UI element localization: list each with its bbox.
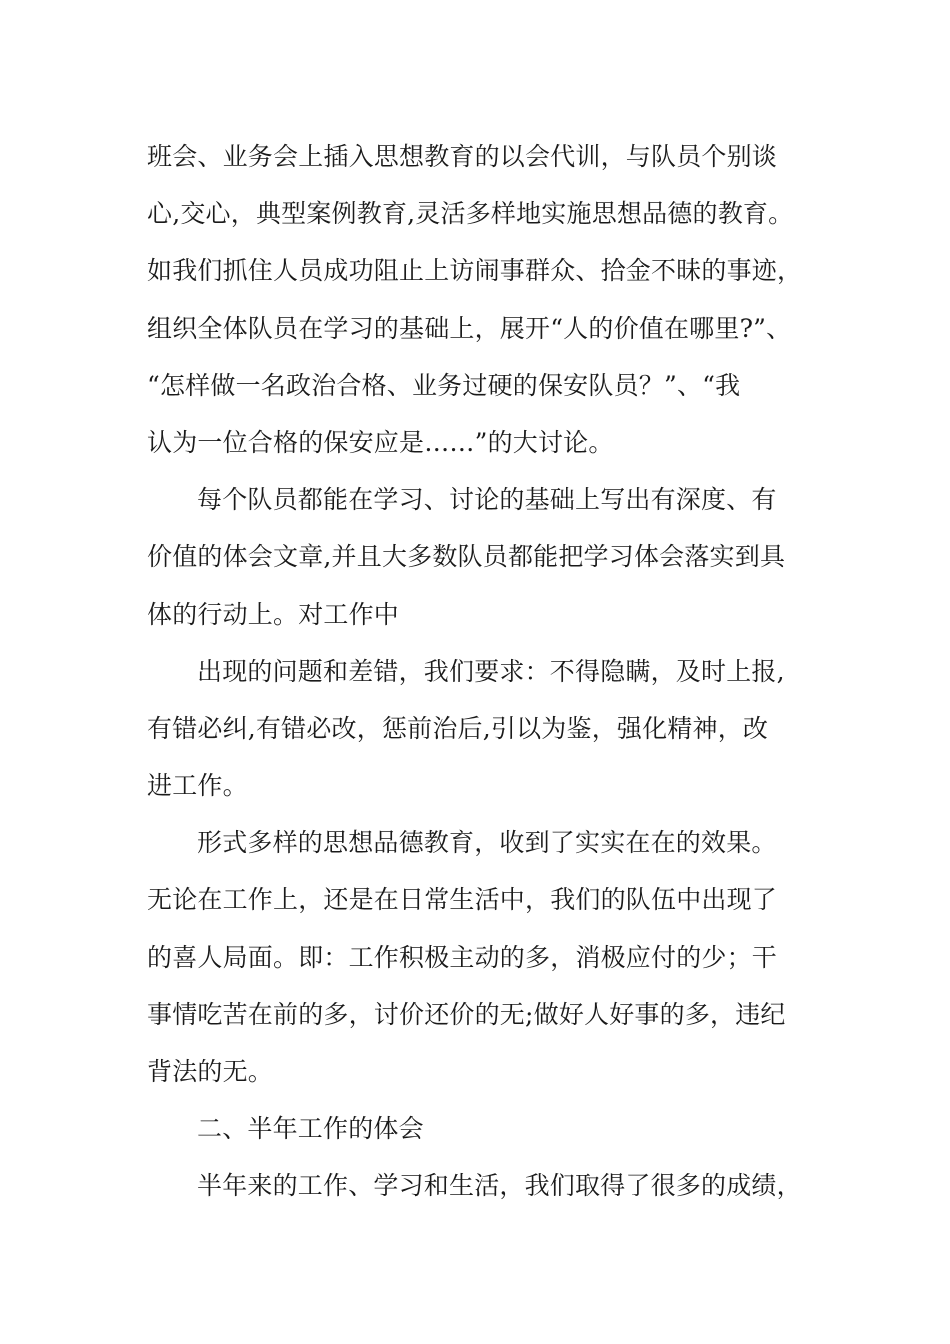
- text-line: 事情吃苦在前的多，讨价还价的无;做好人好事的多，违纪: [147, 999, 786, 1029]
- text-line: 背法的无。: [147, 1057, 274, 1086]
- paragraph-first-line: 出现的问题和差错，我们要求：不得隐瞒，及时上报,: [197, 656, 785, 686]
- text-line: 认为一位合格的保安应是……”的大讨论。: [147, 427, 614, 457]
- text-line: “怎样做一名政治合格、业务过硬的保安队员？”、“我: [147, 370, 741, 400]
- text-line: 如我们抓住人员成功阻止上访闹事群众、拾金不昧的事迹，: [147, 256, 803, 286]
- paragraph-first-line: 每个队员都能在学习、讨论的基础上写出有深度、有: [197, 485, 777, 515]
- text-line: 组织全体队员在学习的基础上，展开“人的价值在哪里?”、: [147, 313, 792, 343]
- paragraph-first-line: 形式多样的思想品德教育，收到了实实在在的效果。: [197, 828, 777, 858]
- text-line: 的喜人局面。即：工作积极主动的多，消极应付的少；干: [147, 942, 778, 972]
- text-line: 无论在工作上，还是在日常生活中，我们的队伍中出现了: [147, 885, 778, 915]
- text-line: 心,交心，典型案例教育,灵活多样地实施思想品德的教育。: [147, 199, 794, 229]
- section-heading: 二、半年工作的体会: [197, 1114, 424, 1144]
- document-body: [147, 128, 812, 1215]
- text-line: 体的行动上。对工作中: [147, 599, 400, 629]
- text-line: 班会、业务会上插入思想教育的以会代训，与队员个别谈: [147, 142, 778, 171]
- text-line: 有错必纠,有错必改，惩前治后,引以为鉴，强化精神，改: [147, 713, 769, 743]
- text-line: 进工作。: [147, 771, 248, 801]
- text-line: 价值的体会文章,并且大多数队员都能把学习体会落实到具: [147, 542, 786, 572]
- paragraph-first-line: 半年来的工作、学习和生活，我们取得了很多的成绩，: [197, 1171, 802, 1201]
